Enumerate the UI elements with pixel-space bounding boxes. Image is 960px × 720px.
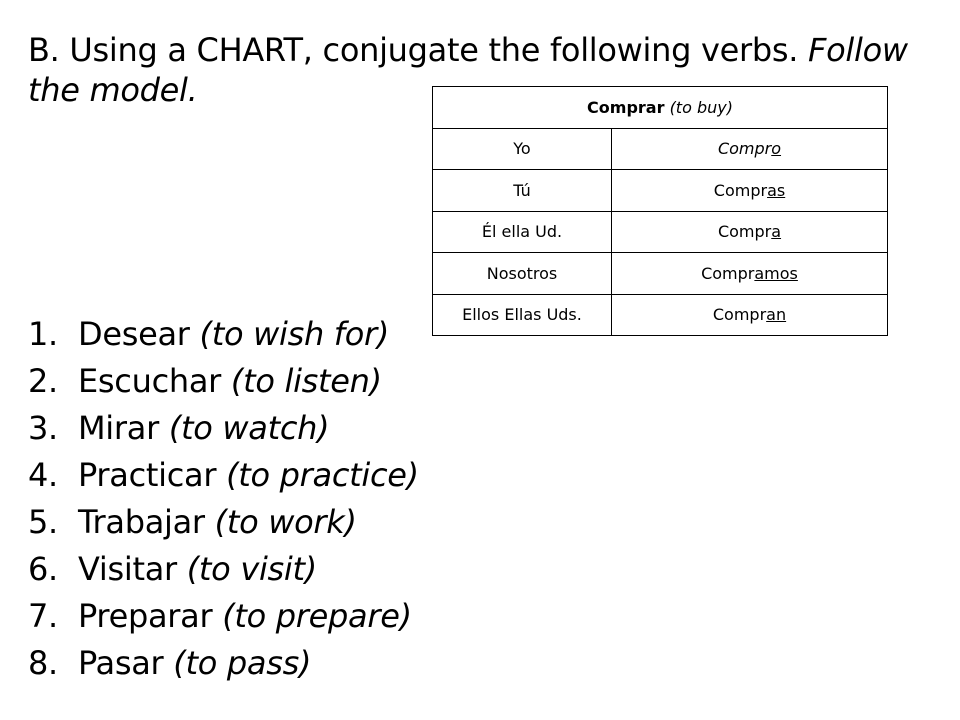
conjugation-ending: a (771, 222, 782, 242)
item-number: 1. (28, 315, 58, 353)
list-item (28, 358, 419, 405)
item-verb: Visitar (78, 550, 177, 588)
conjugation-ending: o (771, 139, 782, 159)
item-number: 5. (28, 503, 58, 541)
list-item (28, 499, 419, 546)
item-verb: Pasar (78, 644, 164, 682)
list-item (28, 311, 419, 358)
verb-list (28, 311, 419, 687)
conjugation-cell (612, 253, 888, 295)
item-gloss: (to listen) (230, 362, 382, 400)
model-verb-gloss: (to buy) (669, 97, 733, 117)
conjugation-stem: Compr (701, 263, 755, 283)
model-conjugation-table (432, 86, 888, 336)
pronoun-cell: Tú (433, 170, 612, 212)
item-number: 6. (28, 550, 58, 588)
conjugation-stem: Compr (717, 222, 772, 242)
item-number: 7. (28, 597, 58, 635)
table-row (433, 294, 888, 336)
item-verb: Practicar (78, 456, 217, 494)
conjugation-ending: an (766, 305, 787, 325)
table-row (433, 170, 888, 212)
item-number: 2. (28, 362, 58, 400)
item-number: 8. (28, 644, 58, 682)
conjugation-cell (612, 128, 888, 170)
instruction-emphasis: Follow the model. (28, 31, 908, 109)
item-verb: Preparar (78, 597, 213, 635)
item-number: 4. (28, 456, 58, 494)
list-item (28, 405, 419, 452)
list-item (28, 593, 419, 640)
instruction-text: B. Using a CHART, conjugate the following verbs. (28, 31, 799, 69)
pronoun-cell: Él ella Ud. (433, 211, 612, 253)
model-verb: Comprar (587, 97, 665, 117)
item-gloss: (to work) (214, 503, 357, 541)
item-gloss: (to wish for) (199, 315, 390, 353)
conjugation-stem: Compr (713, 180, 768, 200)
pronoun-cell: Nosotros (433, 253, 612, 295)
list-item (28, 546, 419, 593)
item-gloss: (to pass) (173, 644, 312, 682)
item-verb: Desear (78, 315, 190, 353)
pronoun-cell: Ellos Ellas Uds. (433, 294, 612, 336)
list-item (28, 452, 419, 499)
conjugation-cell (612, 170, 888, 212)
item-gloss: (to visit) (186, 550, 317, 588)
item-gloss: (to practice) (226, 456, 419, 494)
conjugation-stem: Compr (717, 139, 772, 159)
conjugation-ending: as (767, 180, 786, 200)
list-item (28, 640, 419, 687)
item-gloss: (to watch) (168, 409, 330, 447)
pronoun-cell: Yo (433, 128, 612, 170)
table-header (433, 87, 888, 129)
table-row (433, 128, 888, 170)
item-verb: Mirar (78, 409, 159, 447)
table-row (433, 211, 888, 253)
table-row (433, 253, 888, 295)
conjugation-ending: amos (754, 263, 798, 283)
item-verb: Trabajar (78, 503, 205, 541)
table-header-row (433, 87, 888, 129)
item-gloss: (to prepare) (222, 597, 412, 635)
conjugation-cell (612, 211, 888, 253)
conjugation-cell (612, 294, 888, 336)
conjugation-stem: Compr (712, 305, 767, 325)
item-verb: Escuchar (78, 362, 222, 400)
item-number: 3. (28, 409, 58, 447)
